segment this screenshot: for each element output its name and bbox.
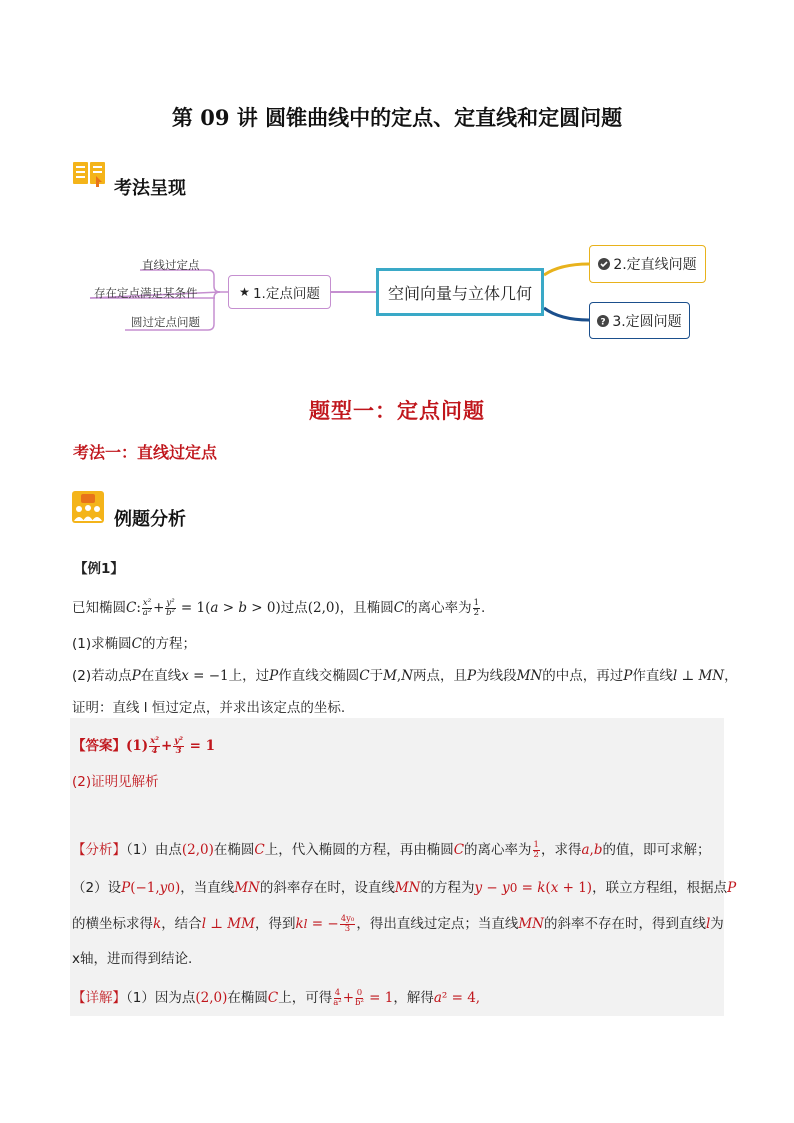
mindmap-child-2: 存在定点满足某条件 (94, 286, 198, 300)
analysis-line-4: x轴，进而得到结论. (72, 951, 193, 967)
detail-line-1: 【详解】（1）因为点(2,0)在椭圆C上，可得 $\frac{4}{\text{a²}}$ + $\frac{0}{\text{b²}}$ = 1，解得a² = 4, (72, 987, 481, 1008)
star-icon: ★ (239, 285, 250, 299)
mindmap-center: 空间向量与立体几何 (376, 268, 544, 316)
section-heading-exam-methods: 考法呈现 (114, 178, 186, 199)
analysis-line-3: 的横坐标求得k，结合l ⊥ MM，得到kl = − $\frac{\text{4y₀}}{3}$ ，得出直线过定点；当直线MN的斜率不存在时，得到直线l为 (72, 913, 724, 934)
example-question-2: (2)若动点P在直线x = −1上，过P作直线交椭圆C于M,N两点，且P为线段MN的中点，再过P作直线l ⊥ MN， (72, 668, 738, 684)
example-question-2-line2: 证明：直线 l 恒过定点，并求出该定点的坐标. (72, 700, 346, 716)
analysis-line-1: 【分析】（1）由点(2,0)在椭圆C上，代入椭圆的方程，再由椭圆C的离心率为 $\frac{1}{2}$ ，求得a,b的值，即可求解； (72, 839, 711, 860)
answer-line-2: (2)证明见解析 (72, 774, 159, 790)
mindmap-node-fixed-point: ★ 1.定点问题 (228, 275, 331, 309)
answer-line-1: 【答案】(1) $\frac{\text{x²}}{4}$ + $\frac{\text{y²}}{3}$ = 1 (72, 735, 216, 756)
analysis-line-2: （2）设P(−1,y0)，当直线MN的斜率存在时，设直线MN的方程为y − y0 = k(x + 1)，联立方程组，根据点P (72, 880, 737, 896)
svg-text:?: ? (600, 317, 606, 327)
example-label: 【例1】 (74, 561, 124, 577)
mindmap-node-fixed-line: 2.定直线问题 (589, 245, 706, 283)
people-icon (72, 491, 104, 523)
method-title: 考法一：直线过定点 (73, 443, 218, 462)
mindmap-connectors (0, 0, 794, 400)
mindmap-node-fixed-circle: ? 3.定圆问题 (589, 302, 690, 339)
example-question-1: (1)求椭圆C的方程； (72, 636, 196, 652)
mindmap-child-1: 直线过定点 (142, 258, 200, 272)
question-circle-icon (597, 315, 609, 327)
mindmap-child-3: 圆过定点问题 (131, 315, 200, 329)
section-heading-example-analysis: 例题分析 (114, 509, 186, 530)
check-circle-icon (598, 258, 610, 270)
solution-box (70, 718, 724, 1016)
page-title: 第 09 讲 圆锥曲线中的定点、定直线和定圆问题 (171, 105, 623, 130)
question-type-title: 题型一：定点问题 (309, 398, 485, 423)
example-stem: 已知椭圆C: $\frac{\text{x²}}{\text{a²}}$ + $\frac{\text{y²}}{\text{b²}}$ = 1(a > b > 0)过点(2,0)，且椭圆C的离心率为 $\frac{1}{2}$ . (72, 597, 486, 618)
